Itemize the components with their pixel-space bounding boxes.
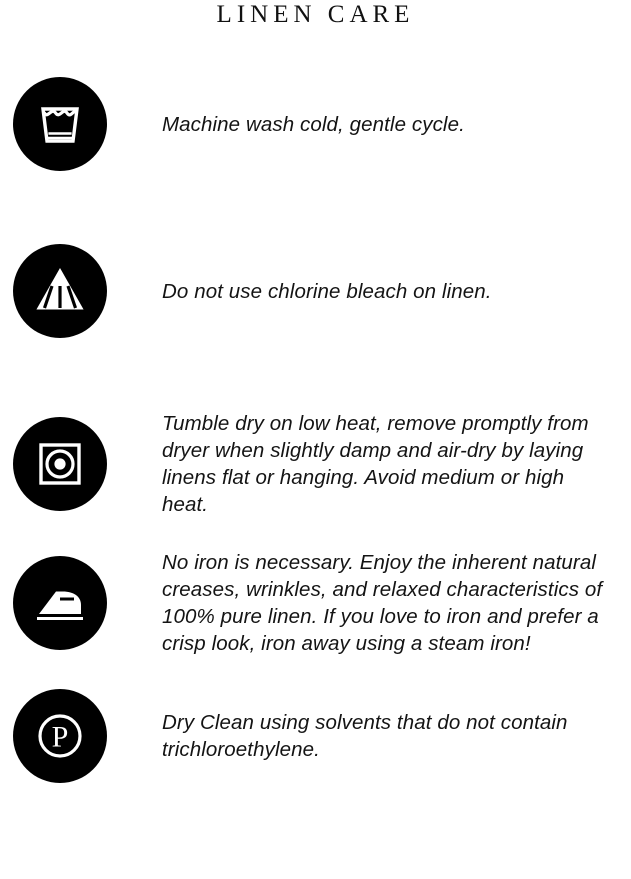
care-instruction-row — [0, 688, 631, 784]
care-instruction-text: No iron is necessary. Enjoy the inherent natural creases, wrinkles, and relaxed characteristics of 100% pure linen. If you love to iron and prefer a crisp look, iron away using a steam iron! — [162, 551, 603, 655]
care-instruction-row — [0, 243, 631, 339]
icon-container — [12, 688, 108, 784]
no-bleach-triangle-icon — [13, 244, 107, 338]
icon-container — [12, 416, 108, 512]
care-instruction-text: Do not use chlorine bleach on linen. — [162, 279, 492, 303]
iron-icon — [13, 556, 107, 650]
tumble-dry-low-icon — [13, 417, 107, 511]
care-instruction-list — [0, 76, 631, 784]
dry-clean-p-icon — [13, 689, 107, 783]
care-instruction-text: Tumble dry on low heat, remove promptly from dryer when slightly damp and air-dry by laying linens flat or hanging. Avoid medium or high heat. — [162, 412, 589, 516]
care-instruction-row — [0, 410, 631, 518]
icon-container — [12, 555, 108, 651]
care-instruction-row — [0, 76, 631, 172]
page-title: LINEN CARE — [216, 1, 415, 28]
icon-container — [12, 243, 108, 339]
care-instruction-text: Dry Clean using solvents that do not contain trichloroethylene. — [162, 711, 568, 761]
care-instruction-text: Machine wash cold, gentle cycle. — [162, 112, 465, 136]
care-instruction-row — [0, 549, 631, 657]
svg-text:P: P — [51, 720, 69, 754]
icon-container — [12, 76, 108, 172]
wash-tub-icon — [13, 77, 107, 171]
